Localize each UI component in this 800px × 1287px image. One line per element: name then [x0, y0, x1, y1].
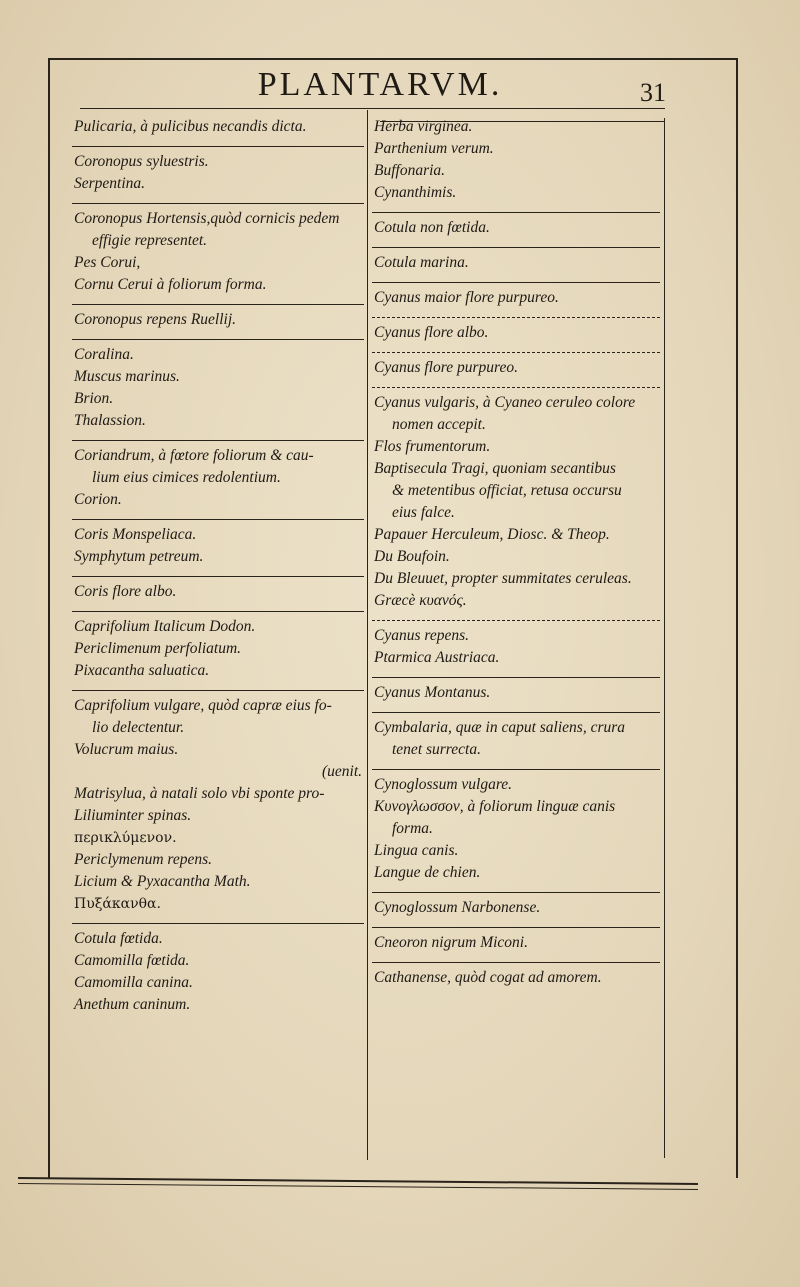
entry-line: Cathanense, quòd cogat ad amorem.: [374, 969, 602, 986]
entry-cymbalaria: [372, 713, 660, 770]
right-border-line: [664, 118, 665, 1158]
entry-line: Græcè κυανός.: [374, 592, 467, 609]
entry-line: Pulicaria, à pulicibus necandis dicta.: [74, 118, 307, 135]
entry-line: Caprifolium Italicum Dodon.: [74, 618, 256, 635]
column-divider: [367, 110, 368, 1160]
entry-line: Cynanthimis.: [374, 184, 457, 201]
entry-line: Lingua canis.: [374, 842, 459, 859]
entry-pulicaria: [72, 112, 364, 147]
entry-line: Liliuminter spinas.: [74, 807, 192, 824]
entry-coronopus-syluestris: [72, 147, 364, 204]
page-number: 31: [640, 78, 666, 107]
entry-line: forma.: [392, 820, 433, 837]
entry-line: Caprifolium vulgare, quòd capræ eius fo-: [74, 697, 332, 714]
entry-cotula-foetida: [72, 924, 364, 1024]
entry-cyanus-flore-albo: [372, 318, 660, 353]
entry-line: Coronopus Hortensis,quòd cornicis pedem: [74, 210, 340, 227]
entry-cyanus-montanus: [372, 678, 660, 713]
entry-coralina: [72, 340, 364, 441]
entry-line: Du Bleuuet, propter summitates ceruleas.: [374, 570, 632, 587]
entry-line: Cynoglossum vulgare.: [374, 776, 513, 793]
entry-line: Parthenium verum.: [374, 140, 494, 157]
entry-line: Coriandrum, à fœtore foliorum & cau-: [74, 447, 314, 464]
entry-line: Coronopus repens Ruellij.: [74, 311, 237, 328]
entry-line: lium eius cimices redolentium.: [92, 469, 281, 486]
entry-line: Coris flore albo.: [74, 583, 177, 600]
entry-line: Cneoron nigrum Miconi.: [374, 934, 528, 951]
entry-line: Cotula non fœtida.: [374, 219, 490, 236]
entry-cyanus-maior: [372, 283, 660, 318]
entry-line: Coronopus syluestris.: [74, 153, 209, 170]
entry-line: Pes Corui,: [74, 254, 141, 271]
right-column: [372, 112, 660, 997]
entry-line: Camomilla canina.: [74, 974, 193, 991]
entry-line: Du Boufoin.: [374, 548, 450, 565]
entry-cneoron: [372, 928, 660, 963]
entry-cyanus-flore-purpureo: [372, 353, 660, 388]
entry-line: Serpentina.: [74, 175, 146, 192]
entry-line: Brion.: [74, 390, 114, 407]
running-head: PLANTARVM.: [257, 66, 503, 103]
entry-coris-flore-albo: [72, 577, 364, 612]
entry-cotula-marina: [372, 248, 660, 283]
entry-line: Coris Monspeliaca.: [74, 526, 197, 543]
entry-line: Langue de chien.: [374, 864, 481, 881]
entry-line: Coralina.: [74, 346, 134, 363]
entry-line: Buffonaria.: [374, 162, 446, 179]
entry-line: Cotula fœtida.: [74, 930, 163, 947]
entry-line: Κυνογλωσσον, à foliorum linguæ canis: [374, 798, 616, 815]
entry-line: Cyanus flore purpureo.: [374, 359, 518, 376]
entry-line: Anethum caninum.: [74, 996, 191, 1013]
entry-coris-monspeliaca: [72, 520, 364, 577]
entry-line: Cynoglossum Narbonense.: [374, 899, 541, 916]
entry-cynoglossum-narbonense: [372, 893, 660, 928]
entry-line: Muscus marinus.: [74, 368, 180, 385]
entry-cyanus-repens: [372, 621, 660, 678]
entry-line: Cyanus maior flore purpureo.: [374, 289, 559, 306]
entry-caprifolium-vulgare: [72, 691, 364, 924]
entry-cathanense: [372, 963, 660, 997]
entry-line: Volucrum maius.: [74, 741, 179, 758]
entry-coronopus-repens: [72, 305, 364, 340]
entry-line: Licium & Pyxacantha Math.: [74, 873, 251, 890]
entry-line: Cymbalaria, quæ in caput saliens, crura: [374, 719, 626, 736]
entry-line: Periclimenum perfoliatum.: [74, 640, 242, 657]
entry-line: & metentibus officiat, retusa occursu: [392, 482, 622, 499]
entry-line: Matrisylua, à natali solo vbi sponte pro-: [74, 785, 325, 802]
entry-line: lio delectentur.: [92, 719, 185, 736]
entry-line: Baptisecula Tragi, quoniam secantibus: [374, 460, 616, 477]
entry-line: Cornu Cerui à foliorum forma.: [74, 276, 267, 293]
entry-line: Ptarmica Austriaca.: [374, 649, 500, 666]
entry-line: Cyanus flore albo.: [374, 324, 489, 341]
entry-line: Πυξάκανθα.: [74, 896, 161, 912]
entry-line: Cotula marina.: [374, 254, 469, 271]
entry-line: Papauer Herculeum, Diosc. & Theop.: [374, 526, 610, 543]
entry-line: Herba virginea.: [374, 118, 473, 135]
entry-line: Thalassion.: [74, 412, 146, 429]
left-column: [72, 112, 364, 1024]
entry-line: Cyanus vulgaris, à Cyaneo ceruleo colore: [374, 394, 636, 411]
entry-cynoglossum-vulgare: [372, 770, 660, 893]
entry-line: eius falce.: [392, 504, 455, 521]
entry-line: Symphytum petreum.: [74, 548, 204, 565]
entry-line: Corion.: [74, 491, 122, 508]
entry-line: (uenit.: [321, 763, 362, 780]
entry-line: Periclymenum repens.: [74, 851, 213, 868]
entry-line: tenet surrecta.: [392, 741, 481, 758]
entry-line: Flos frumentorum.: [374, 438, 491, 455]
entry-cotula-non-foetida: [372, 213, 660, 248]
entry-line: Camomilla fœtida.: [74, 952, 190, 969]
entry-line: effigie representet.: [92, 232, 208, 249]
entry-line: Pixacantha saluatica.: [74, 662, 210, 679]
entry-caprifolium-italicum: [72, 612, 364, 691]
entry-coronopus-hortensis: [72, 204, 364, 305]
entry-line: περικλύμενον.: [74, 830, 177, 846]
entry-line: nomen accepit.: [392, 416, 486, 433]
entry-line: Cyanus repens.: [374, 627, 469, 644]
entry-herba-virginea: [372, 112, 660, 213]
header-rule: [80, 108, 665, 109]
entry-line: Cyanus Montanus.: [374, 684, 491, 701]
entry-cyanus-vulgaris: [372, 388, 660, 621]
entry-coriandrum: [72, 441, 364, 520]
